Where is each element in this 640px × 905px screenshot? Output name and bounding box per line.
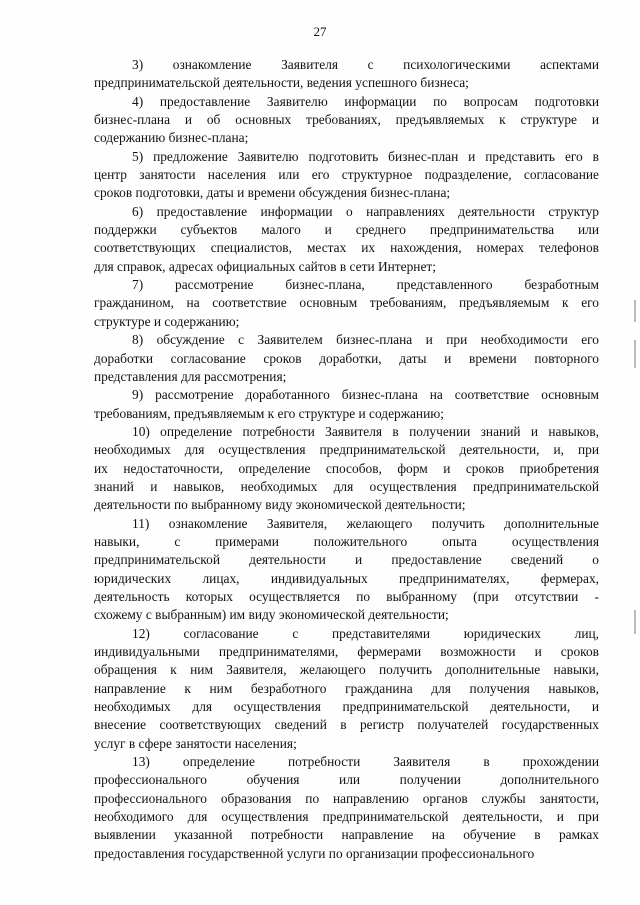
text-line: услуг в сфере занятости населения; — [94, 735, 297, 751]
scan-edge-mark — [634, 610, 636, 634]
text-line: 5) предложение Заявителю подготовить бизнес-план и представить его в — [132, 148, 599, 164]
paragraph-p11 — [94, 515, 599, 625]
paragraph-p6 — [94, 203, 599, 276]
scan-edge-mark — [634, 300, 636, 322]
text-line: профессионального образования по направлению органов службы занятости, — [94, 790, 599, 806]
scan-edge-mark — [634, 340, 636, 368]
text-line: 11) ознакомление Заявителя, желающего получить дополнительные — [132, 515, 599, 531]
text-line: необходимых для осуществления предпринимательской деятельности, и, при — [94, 442, 599, 458]
paragraph-p10 — [94, 423, 599, 515]
text-line: внесение соответствующих сведений в регистр получателей государственных — [94, 717, 599, 733]
paragraph-p12 — [94, 625, 599, 753]
text-line: выявлении указанной потребности направление на обучение в рамках — [94, 827, 599, 843]
text-line: сроков подготовки, даты и времени обсуждения бизнес-плана; — [94, 185, 451, 201]
text-line: предпринимательской деятельности и предоставление сведений о — [94, 552, 599, 568]
text-line: содержанию бизнес-плана; — [94, 130, 249, 146]
text-line: соответствующих специалистов, местах их нахождения, номерах телефонов — [94, 240, 599, 256]
text-line: 9) рассмотрение доработанного бизнес-плана на соответствие основным — [132, 387, 599, 403]
text-line: бизнес-плана и об основных требованиях, предъявляемых к структуре и — [94, 112, 599, 128]
text-line: 4) предоставление Заявителю информации по вопросам подготовки — [132, 93, 599, 109]
text-line: доработки согласование сроков доработки, даты и времени повторного — [94, 350, 599, 366]
text-line: центр занятости населения или его структурное подразделение, согласование — [94, 167, 599, 183]
paragraph-p13 — [94, 753, 599, 863]
text-line: поддержки субъектов малого и среднего предпринимательства или — [94, 222, 599, 238]
text-line: знаний и навыков, необходимых для осуществления предпринимательской — [94, 478, 599, 494]
text-line: 10) определение потребности Заявителя в получении знаний и навыков, — [132, 423, 599, 439]
text-line: профессионального обучения или получении дополнительного — [94, 772, 599, 788]
text-line: структуре и содержанию; — [94, 313, 240, 329]
text-line: юридических лицах, индивидуальных предпринимателях, фермерах, — [94, 570, 599, 586]
document-body — [94, 56, 599, 863]
text-line: представления для рассмотрения; — [94, 368, 287, 384]
text-line: деятельности по выбранному виду экономической деятельности; — [94, 497, 466, 513]
paragraph-p8 — [94, 331, 599, 386]
text-line: их недостаточности, определение способов, форм и сроков приобретения — [94, 460, 599, 476]
text-line: 13) определение потребности Заявителя в прохождении — [132, 754, 599, 770]
text-line: предпринимательской деятельности, ведения успешного бизнеса; — [94, 75, 469, 91]
text-line: схожему с выбранным) им виду экономической деятельности; — [94, 607, 449, 623]
text-line: обращения к ним Заявителя, желающего получить дополнительные навыки, — [94, 662, 599, 678]
text-line: 6) предоставление информации о направлениях деятельности структур — [132, 203, 599, 219]
text-line: гражданином, на соответствие основным требованиям, предъявляемым к его — [94, 295, 599, 311]
paragraph-p5 — [94, 148, 599, 203]
text-line: 7) рассмотрение бизнес-плана, представленного безработным — [132, 277, 599, 293]
text-line: навыки, с примерами положительного опыта осуществления — [94, 533, 599, 549]
text-line: требованиям, предъявляемым к его структуре и содержанию; — [94, 405, 444, 421]
text-line: деятельность которых осуществляется по выбранному (при отсутствии - — [94, 588, 599, 604]
text-line: 12) согласование с представителями юридических лиц, — [132, 625, 599, 641]
text-line: направление к ним безработного гражданина для получения навыков, — [94, 680, 599, 696]
text-line: необходимых для осуществления предпринимательской деятельности, и — [94, 699, 599, 715]
text-line: 8) обсуждение с Заявителем бизнес-плана и при необходимости его — [132, 332, 599, 348]
text-line: индивидуальными предпринимателями, фермерами возможности и сроков — [94, 644, 599, 659]
page-number: 27 — [313, 24, 327, 39]
paragraph-p9 — [94, 386, 599, 423]
paragraph-p3 — [94, 56, 599, 93]
paragraph-p4 — [94, 93, 599, 148]
text-line: необходимого для осуществления предпринимательской деятельности, и при — [94, 809, 599, 825]
text-line: 3) ознакомление Заявителя с психологическими аспектами — [132, 57, 599, 72]
text-line: предоставления государственной услуги по организации профессионального — [94, 845, 535, 861]
text-line: для справок, адресах официальных сайтов в сети Интернет; — [94, 258, 436, 274]
paragraph-p7 — [94, 276, 599, 331]
